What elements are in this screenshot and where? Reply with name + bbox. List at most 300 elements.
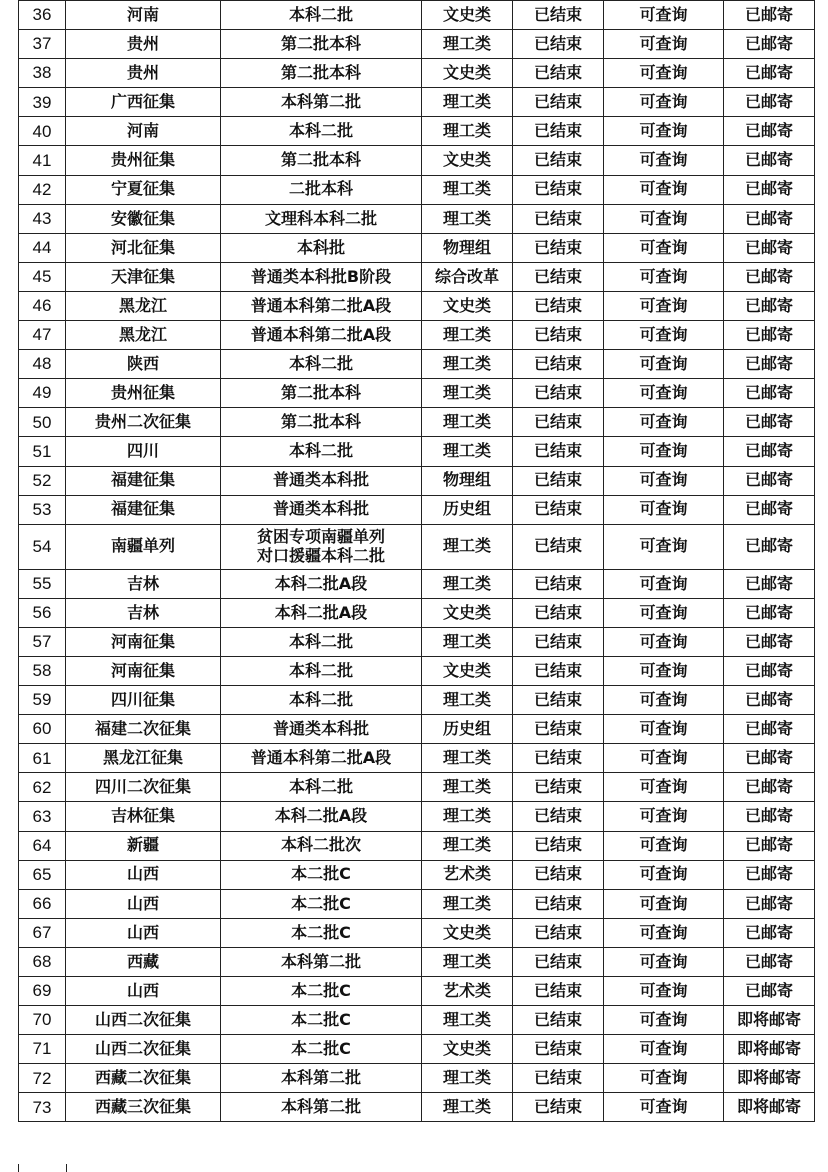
table-row: [19, 175, 815, 204]
mail-status-cell: 已邮寄: [724, 524, 815, 569]
category-cell: 综合改革: [422, 262, 513, 291]
region-cell: 黑龙江征集: [66, 744, 221, 773]
batch-line: 本科二批A段: [274, 602, 368, 622]
batch-line: 普通本科第二批A段: [250, 295, 392, 315]
category-cell: 文史类: [422, 291, 513, 320]
query-cell: 可查询: [604, 1035, 724, 1064]
mail-status-cell: 已邮寄: [724, 715, 815, 744]
category-cell: 文史类: [422, 59, 513, 88]
batch-line: 普通类本科批: [272, 499, 369, 519]
batch-line: 本科二批A段: [274, 806, 368, 826]
category-cell: 理工类: [422, 379, 513, 408]
region-cell: 山西二次征集: [66, 1035, 221, 1064]
query-cell: 可查询: [604, 686, 724, 715]
batch-cell: [221, 889, 422, 918]
region-cell: 天津征集: [66, 262, 221, 291]
region-cell: 西藏二次征集: [66, 1064, 221, 1093]
region-cell: 宁夏征集: [66, 175, 221, 204]
mail-status-cell: 已邮寄: [724, 598, 815, 627]
batch-line: 第二批本科: [280, 383, 361, 403]
batch-line: 本二批C: [291, 922, 351, 942]
table-row: [19, 831, 815, 860]
region-cell: 福建二次征集: [66, 715, 221, 744]
table-row: [19, 715, 815, 744]
row-number-cell: 69: [19, 977, 66, 1006]
table-row: [19, 262, 815, 291]
batch-cell: [221, 175, 422, 204]
region-cell: 河北征集: [66, 233, 221, 262]
query-cell: 可查询: [604, 437, 724, 466]
region-cell: 山西二次征集: [66, 1006, 221, 1035]
batch-line: 本科二批次: [280, 835, 361, 855]
table-row: [19, 889, 815, 918]
query-cell: 可查询: [604, 379, 724, 408]
batch-line: 本二批C: [291, 893, 351, 913]
mail-status-cell: 已邮寄: [724, 321, 815, 350]
category-cell: 理工类: [422, 117, 513, 146]
batch-line: 二批本科: [288, 179, 353, 199]
mail-status-cell: 已邮寄: [724, 466, 815, 495]
batch-line: 本二批C: [291, 1039, 351, 1059]
batch-line: 本科二批: [288, 441, 353, 461]
category-cell: 艺术类: [422, 860, 513, 889]
query-cell: 可查询: [604, 30, 724, 59]
query-cell: 可查询: [604, 146, 724, 175]
query-cell: 可查询: [604, 918, 724, 947]
table-row: [19, 686, 815, 715]
batch-cell: [221, 1, 422, 30]
region-cell: 西藏: [66, 947, 221, 976]
row-number-cell: 49: [19, 379, 66, 408]
row-number-cell: 50: [19, 408, 66, 437]
table-row: [19, 1035, 815, 1064]
query-cell: 可查询: [604, 117, 724, 146]
batch-line: 本二批C: [291, 864, 351, 884]
row-number-cell: 38: [19, 59, 66, 88]
table-row: [19, 437, 815, 466]
status-cell: 已结束: [513, 1006, 604, 1035]
batch-line: 普通类本科批: [272, 719, 369, 738]
query-cell: 可查询: [604, 569, 724, 598]
category-cell: 理工类: [422, 1093, 513, 1122]
query-cell: 可查询: [604, 802, 724, 831]
mail-status-cell: 已邮寄: [724, 437, 815, 466]
query-cell: 可查询: [604, 627, 724, 656]
query-cell: 可查询: [604, 889, 724, 918]
batch-cell: [221, 524, 422, 569]
status-cell: 已结束: [513, 889, 604, 918]
batch-cell: [221, 598, 422, 627]
batch-line: 第二批本科: [280, 33, 361, 53]
region-cell: 贵州: [66, 59, 221, 88]
row-number-cell: 41: [19, 146, 66, 175]
query-cell: 可查询: [604, 350, 724, 379]
category-cell: 理工类: [422, 773, 513, 802]
row-number-cell: 61: [19, 744, 66, 773]
table-row: [19, 947, 815, 976]
region-cell: 山西: [66, 977, 221, 1006]
batch-line: 本科二批: [288, 689, 353, 709]
table-row: [19, 524, 815, 569]
status-cell: 已结束: [513, 1, 604, 30]
status-cell: 已结束: [513, 233, 604, 262]
batch-cell: [221, 773, 422, 802]
category-cell: 理工类: [422, 569, 513, 598]
query-cell: 可查询: [604, 598, 724, 627]
batch-line: 本科二批: [288, 660, 353, 680]
region-cell: 黑龙江: [66, 321, 221, 350]
query-cell: 可查询: [604, 321, 724, 350]
region-cell: 南疆单列: [66, 524, 221, 569]
batch-cell: [221, 379, 422, 408]
table-row: [19, 627, 815, 656]
table-row: [19, 350, 815, 379]
table-row: [19, 117, 815, 146]
row-number-cell: 72: [19, 1064, 66, 1093]
mail-status-cell: 已邮寄: [724, 802, 815, 831]
mail-status-cell: 即将邮寄: [724, 1035, 815, 1064]
category-cell: 理工类: [422, 350, 513, 379]
query-cell: 可查询: [604, 1006, 724, 1035]
mail-status-cell: 已邮寄: [724, 831, 815, 860]
status-cell: 已结束: [513, 466, 604, 495]
category-cell: 理工类: [422, 204, 513, 233]
category-cell: 理工类: [422, 831, 513, 860]
row-number-cell: 40: [19, 117, 66, 146]
category-cell: 文史类: [422, 656, 513, 685]
row-number-cell: 71: [19, 1035, 66, 1064]
batch-line: 普通类本科批B阶段: [250, 266, 392, 286]
mail-status-cell: 已邮寄: [724, 773, 815, 802]
mail-status-cell: 已邮寄: [724, 627, 815, 656]
status-cell: 已结束: [513, 88, 604, 117]
batch-line: 本二批C: [291, 1009, 351, 1029]
query-cell: 可查询: [604, 656, 724, 685]
row-number-cell: 42: [19, 175, 66, 204]
query-cell: 可查询: [604, 175, 724, 204]
status-cell: 已结束: [513, 656, 604, 685]
status-cell: 已结束: [513, 175, 604, 204]
mail-status-cell: 已邮寄: [724, 686, 815, 715]
row-number-cell: 44: [19, 233, 66, 262]
row-number-cell: 68: [19, 947, 66, 976]
category-cell: 文史类: [422, 598, 513, 627]
table-body: [19, 1, 815, 1122]
batch-cell: [221, 233, 422, 262]
table-row: [19, 860, 815, 889]
batch-line: 本科第二批: [280, 1068, 361, 1088]
row-number-cell: 66: [19, 889, 66, 918]
batch-cell: [221, 1093, 422, 1122]
batch-cell: [221, 1064, 422, 1093]
mail-status-cell: 已邮寄: [724, 569, 815, 598]
row-number-cell: 64: [19, 831, 66, 860]
row-number-cell: 70: [19, 1006, 66, 1035]
query-cell: 可查询: [604, 466, 724, 495]
status-cell: 已结束: [513, 379, 604, 408]
row-number-cell: 47: [19, 321, 66, 350]
batch-line: 文理科本科二批: [264, 208, 377, 228]
status-cell: 已结束: [513, 262, 604, 291]
batch-line: 本科第二批: [280, 951, 361, 971]
batch-line: 本科二批: [288, 353, 353, 373]
batch-line: 本科二批: [288, 777, 353, 797]
category-cell: 理工类: [422, 524, 513, 569]
row-number-cell: 60: [19, 715, 66, 744]
region-cell: 河南: [66, 117, 221, 146]
batch-cell: [221, 918, 422, 947]
mail-status-cell: 已邮寄: [724, 30, 815, 59]
status-cell: 已结束: [513, 918, 604, 947]
category-cell: 理工类: [422, 627, 513, 656]
region-cell: 山西: [66, 918, 221, 947]
batch-line: 本科二批: [288, 631, 353, 651]
region-cell: 广西征集: [66, 88, 221, 117]
region-cell: 贵州二次征集: [66, 408, 221, 437]
batch-cell: [221, 291, 422, 320]
status-cell: 已结束: [513, 627, 604, 656]
status-cell: 已结束: [513, 350, 604, 379]
batch-line: 普通本科第二批A段: [250, 748, 392, 768]
table-row: [19, 408, 815, 437]
region-cell: 河南征集: [66, 627, 221, 656]
mail-status-cell: 已邮寄: [724, 947, 815, 976]
batch-cell: [221, 569, 422, 598]
category-cell: 理工类: [422, 686, 513, 715]
status-cell: 已结束: [513, 117, 604, 146]
category-cell: 理工类: [422, 175, 513, 204]
table-row: [19, 918, 815, 947]
status-cell: 已结束: [513, 524, 604, 569]
batch-line: 第二批本科: [280, 150, 361, 170]
batch-line: 第二批本科: [280, 63, 361, 83]
table-row: [19, 977, 815, 1006]
batch-cell: [221, 466, 422, 495]
batch-line: 普通本科第二批A段: [250, 324, 392, 344]
status-cell: 已结束: [513, 495, 604, 524]
region-cell: 山西: [66, 860, 221, 889]
region-cell: 福建征集: [66, 466, 221, 495]
batch-line: 贫困专项南疆单列: [256, 527, 385, 547]
region-cell: 四川征集: [66, 686, 221, 715]
mail-status-cell: 已邮寄: [724, 918, 815, 947]
mail-status-cell: 已邮寄: [724, 175, 815, 204]
query-cell: 可查询: [604, 524, 724, 569]
batch-cell: [221, 321, 422, 350]
status-cell: 已结束: [513, 744, 604, 773]
category-cell: 文史类: [422, 146, 513, 175]
region-cell: 新疆: [66, 831, 221, 860]
row-number-cell: 46: [19, 291, 66, 320]
mail-status-cell: 已邮寄: [724, 860, 815, 889]
query-cell: 可查询: [604, 233, 724, 262]
query-cell: 可查询: [604, 1093, 724, 1122]
region-cell: 四川二次征集: [66, 773, 221, 802]
mail-status-cell: 已邮寄: [724, 977, 815, 1006]
region-cell: 福建征集: [66, 495, 221, 524]
mail-status-cell: 已邮寄: [724, 379, 815, 408]
mail-status-cell: 已邮寄: [724, 350, 815, 379]
row-number-cell: 45: [19, 262, 66, 291]
admission-status-table: [18, 0, 815, 1122]
table-row: [19, 88, 815, 117]
batch-cell: [221, 350, 422, 379]
mail-status-cell: 即将邮寄: [724, 1006, 815, 1035]
status-cell: 已结束: [513, 30, 604, 59]
batch-line: 本二批C: [291, 980, 351, 1000]
category-cell: 理工类: [422, 802, 513, 831]
row-number-cell: 54: [19, 524, 66, 569]
category-cell: 理工类: [422, 321, 513, 350]
batch-cell: [221, 30, 422, 59]
table-row: [19, 656, 815, 685]
table-row: [19, 1093, 815, 1122]
region-cell: 贵州: [66, 30, 221, 59]
mail-status-cell: 已邮寄: [724, 744, 815, 773]
table-row: [19, 1064, 815, 1093]
query-cell: 可查询: [604, 495, 724, 524]
status-cell: 已结束: [513, 1035, 604, 1064]
batch-cell: [221, 1006, 422, 1035]
status-cell: 已结束: [513, 1093, 604, 1122]
query-cell: 可查询: [604, 831, 724, 860]
category-cell: 理工类: [422, 88, 513, 117]
mail-status-cell: 已邮寄: [724, 408, 815, 437]
table-row: [19, 1, 815, 30]
batch-line: 本科二批: [288, 121, 353, 141]
mail-status-cell: 已邮寄: [724, 291, 815, 320]
status-cell: 已结束: [513, 569, 604, 598]
row-number-cell: 48: [19, 350, 66, 379]
table-row: [19, 146, 815, 175]
row-number-cell: 39: [19, 88, 66, 117]
category-cell: 理工类: [422, 437, 513, 466]
query-cell: 可查询: [604, 408, 724, 437]
table-row: [19, 744, 815, 773]
query-cell: 可查询: [604, 1064, 724, 1093]
row-number-cell: 62: [19, 773, 66, 802]
table-continuation: [18, 1164, 815, 1172]
batch-line: 本科第二批: [280, 1097, 361, 1117]
region-cell: 贵州征集: [66, 146, 221, 175]
mail-status-cell: 已邮寄: [724, 1, 815, 30]
category-cell: 文史类: [422, 1, 513, 30]
category-cell: 历史组: [422, 715, 513, 744]
table-row: [19, 291, 815, 320]
query-cell: 可查询: [604, 204, 724, 233]
batch-cell: [221, 204, 422, 233]
batch-cell: [221, 88, 422, 117]
region-cell: 河南征集: [66, 656, 221, 685]
batch-cell: [221, 860, 422, 889]
batch-cell: [221, 977, 422, 1006]
table-row: [19, 802, 815, 831]
mail-status-cell: 已邮寄: [724, 146, 815, 175]
table-row: [19, 466, 815, 495]
table-row: [19, 773, 815, 802]
query-cell: 可查询: [604, 59, 724, 88]
batch-line: 普通类本科批: [272, 470, 369, 490]
category-cell: 文史类: [422, 1035, 513, 1064]
batch-cell: [221, 117, 422, 146]
mail-status-cell: 即将邮寄: [724, 1093, 815, 1122]
region-cell: 山西: [66, 889, 221, 918]
batch-cell: [221, 262, 422, 291]
batch-line: 本科二批: [288, 4, 353, 24]
table-row: [19, 30, 815, 59]
batch-cell: [221, 59, 422, 88]
category-cell: 物理组: [422, 466, 513, 495]
row-number-cell: 59: [19, 686, 66, 715]
table-row: [19, 59, 815, 88]
status-cell: 已结束: [513, 291, 604, 320]
mail-status-cell: 已邮寄: [724, 117, 815, 146]
batch-cell: [221, 744, 422, 773]
row-number-cell: 51: [19, 437, 66, 466]
status-cell: 已结束: [513, 947, 604, 976]
batch-cell: [221, 495, 422, 524]
batch-cell: [221, 627, 422, 656]
row-number-cell: 67: [19, 918, 66, 947]
batch-cell: [221, 437, 422, 466]
category-cell: 物理组: [422, 233, 513, 262]
row-number-cell: 36: [19, 1, 66, 30]
row-number-cell: 37: [19, 30, 66, 59]
region-cell: 黑龙江: [66, 291, 221, 320]
table-row: [19, 204, 815, 233]
status-cell: 已结束: [513, 146, 604, 175]
row-number-cell: 57: [19, 627, 66, 656]
category-cell: 理工类: [422, 889, 513, 918]
mail-status-cell: 即将邮寄: [724, 1064, 815, 1093]
batch-line: 本科批: [296, 237, 345, 257]
category-cell: 艺术类: [422, 977, 513, 1006]
mail-status-cell: 已邮寄: [724, 59, 815, 88]
region-cell: 陕西: [66, 350, 221, 379]
batch-cell: [221, 947, 422, 976]
category-cell: 历史组: [422, 495, 513, 524]
row-number-cell: 58: [19, 656, 66, 685]
status-cell: 已结束: [513, 860, 604, 889]
query-cell: 可查询: [604, 860, 724, 889]
region-cell: 西藏三次征集: [66, 1093, 221, 1122]
status-cell: 已结束: [513, 408, 604, 437]
row-number-cell: 56: [19, 598, 66, 627]
category-cell: 理工类: [422, 947, 513, 976]
status-cell: 已结束: [513, 802, 604, 831]
table-row: [19, 495, 815, 524]
row-number-cell: 55: [19, 569, 66, 598]
batch-cell: [221, 802, 422, 831]
batch-line: 对口援疆本科二批: [256, 545, 385, 565]
status-cell: 已结束: [513, 321, 604, 350]
batch-cell: [221, 656, 422, 685]
row-number-cell: 63: [19, 802, 66, 831]
region-cell: 吉林征集: [66, 802, 221, 831]
region-cell: 河南: [66, 1, 221, 30]
table-row: [19, 1006, 815, 1035]
query-cell: 可查询: [604, 744, 724, 773]
batch-line: 本科第二批: [280, 92, 361, 112]
query-cell: 可查询: [604, 1, 724, 30]
mail-status-cell: 已邮寄: [724, 88, 815, 117]
batch-cell: [221, 146, 422, 175]
query-cell: 可查询: [604, 88, 724, 117]
mail-status-cell: 已邮寄: [724, 262, 815, 291]
status-cell: 已结束: [513, 1064, 604, 1093]
mail-status-cell: 已邮寄: [724, 495, 815, 524]
table-row: [19, 598, 815, 627]
